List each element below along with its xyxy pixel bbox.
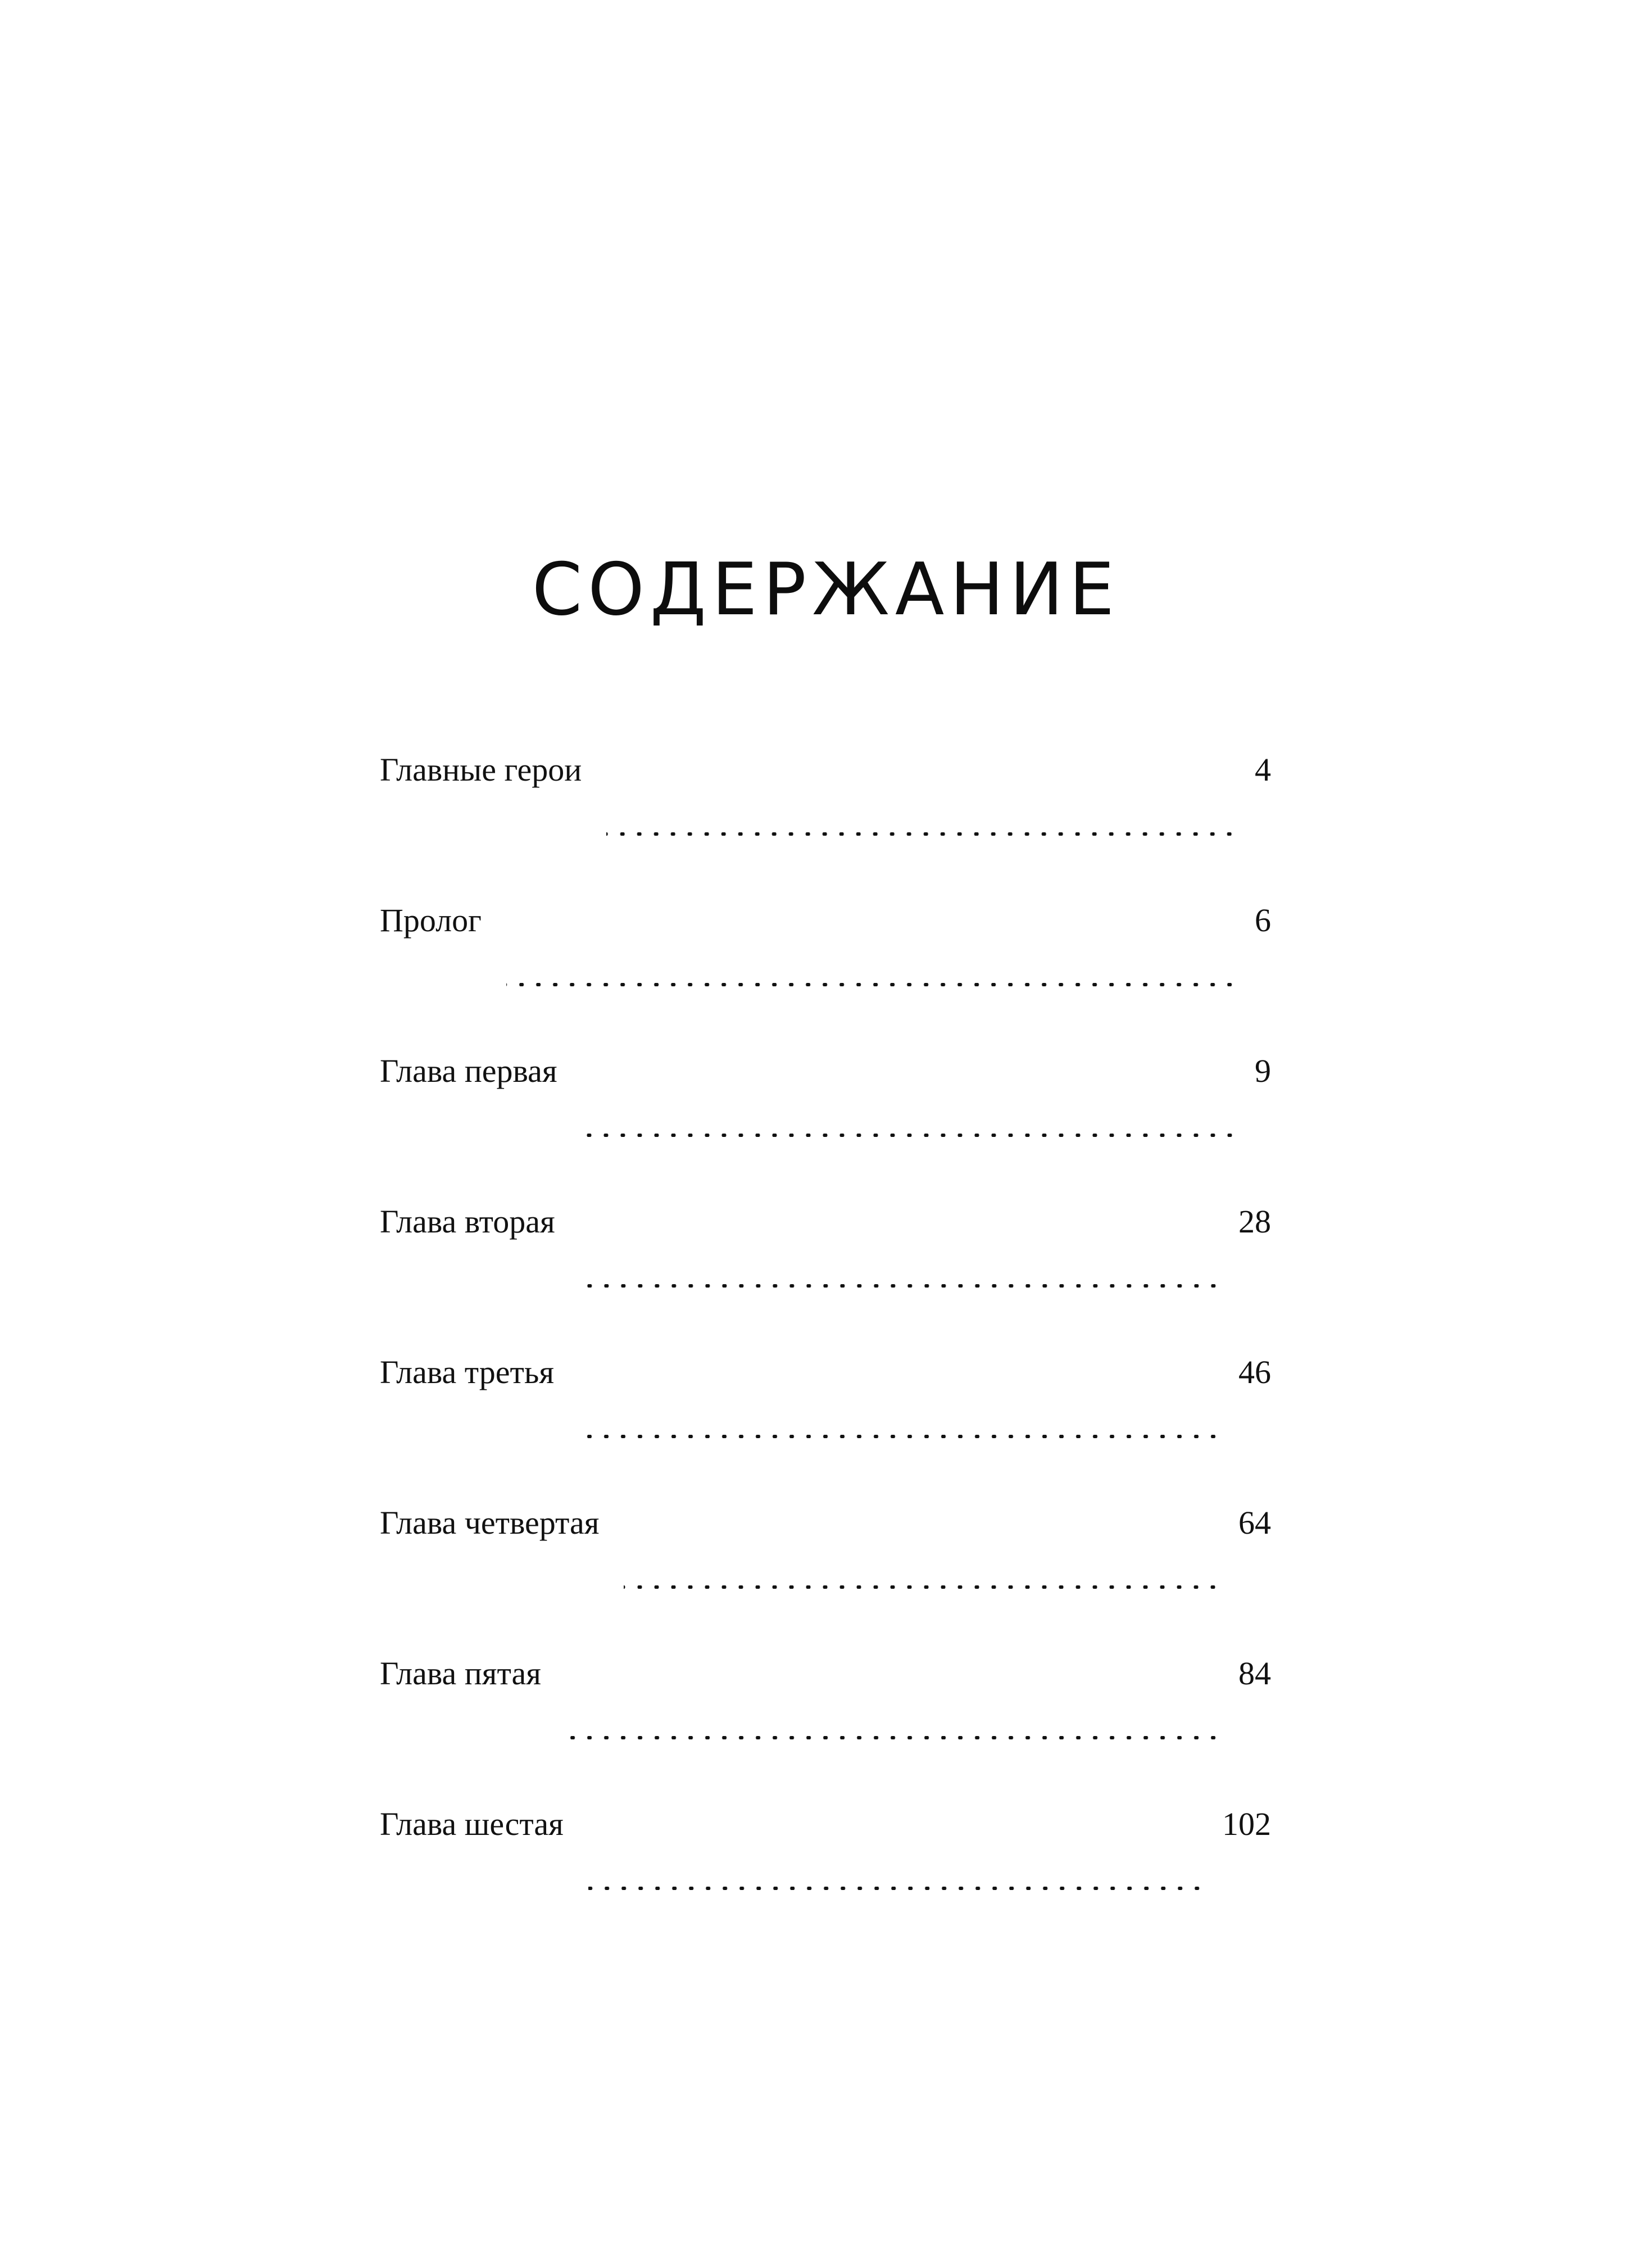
dot-leader [580, 1284, 1222, 1288]
toc-entry-chapter-6[interactable] [380, 1805, 1271, 1956]
toc-entry-page-number: 64 [1238, 1504, 1271, 1541]
toc-entry-label: Глава пятая [380, 1655, 541, 1692]
toc-entry-page-number: 102 [1222, 1806, 1271, 1842]
toc-entry-chapter-5[interactable] [380, 1655, 1271, 1805]
toc-entry-chapter-4[interactable] [380, 1504, 1271, 1655]
toc-entry-label: Пролог [380, 902, 482, 939]
dot-leader [579, 1435, 1222, 1438]
toc-entry-page-number: 4 [1255, 751, 1271, 788]
dot-leader [624, 1585, 1222, 1589]
toc-entry-prologue[interactable] [380, 901, 1271, 1052]
toc-entry-page-number: 84 [1238, 1655, 1271, 1692]
toc-entry-label: Глава первая [380, 1053, 557, 1089]
toc-entry-page-number: 28 [1238, 1203, 1271, 1240]
toc-entry-main-characters[interactable] [380, 751, 1271, 901]
toc-entry-chapter-3[interactable] [380, 1353, 1271, 1504]
toc-entry-chapter-2[interactable] [380, 1203, 1271, 1353]
toc-entry-label: Глава вторая [380, 1203, 555, 1240]
dot-leader [506, 983, 1238, 986]
toc-title: СОДЕРЖАНИЕ [532, 548, 1120, 632]
toc-entry-label: Главные герои [380, 751, 582, 788]
toc-entry-chapter-1[interactable] [380, 1052, 1271, 1203]
table-of-contents [380, 751, 1271, 1956]
dot-leader [566, 1736, 1222, 1739]
toc-entry-page-number: 9 [1255, 1053, 1271, 1089]
toc-entry-label: Глава шестая [380, 1806, 564, 1842]
toc-entry-page-number: 6 [1255, 902, 1271, 939]
dot-leader [582, 1134, 1238, 1137]
dot-leader [588, 1887, 1205, 1890]
dot-leader [606, 832, 1238, 836]
toc-entry-page-number: 46 [1238, 1354, 1271, 1390]
toc-entry-label: Глава четвертая [380, 1504, 600, 1541]
toc-entry-label: Глава третья [380, 1354, 554, 1390]
